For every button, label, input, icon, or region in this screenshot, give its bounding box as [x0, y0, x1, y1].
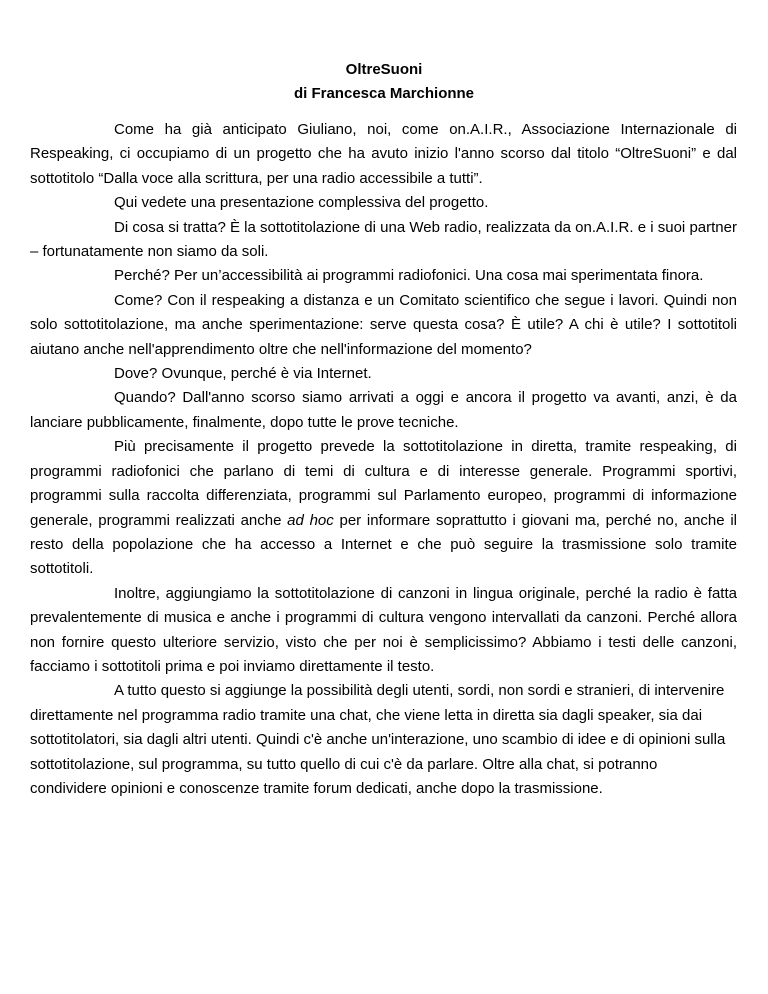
paragraph: Qui vedete una presentazione complessiva del progetto. [114, 194, 489, 212]
paragraph: Dove? Ovunque, perché è via Internet. [114, 365, 372, 383]
paragraph: Inoltre, aggiungiamo la sottotitolazione di canzoni in lingua originale, perché la radio è fatta prevalentemente di musica e anche i programmi di cultura vengono intervallati da canzoni. Perché allora non fornire questo ulteriore servizio, visto che per noi è semplicissimo? Abbiamo i testi delle canzoni, facciamo i sottotitoli prima e poi inviamo direttamente il testo. [30, 584, 737, 675]
paragraph-text: Più precisamente il progetto prevede la sottotitolazione in diretta, tramite respeaking, di programmi radiofonici che parlano di temi di cultura e di interesse generale. Programmi sportivi, programmi sulla raccolta differenziata, programmi sul Parlamento europeo, programmi di informazione generale, programmi realizzati anche [30, 438, 737, 529]
document-title: OltreSuoni [345, 61, 423, 78]
document-body [30, 118, 737, 801]
paragraph: Come? Con il respeaking a distanza e un Comitato scientifico che segue i lavori. Quindi non solo sottotitolazione, ma anche sperimentazione: serve questa cosa? È utile? A chi è utile? I sottotitoli aiutano anche nell'apprendimento oltre che nell'informazione del momento? [30, 291, 737, 358]
paragraph: Quando? Dall'anno scorso siamo arrivati a oggi e ancora il progetto va avanti, anzi, è da lanciare pubblicamente, finalmente, dopo tutte le prove tecniche. [30, 389, 737, 431]
paragraph: Perché? Per un’accessibilità ai programmi radiofonici. Una cosa mai sperimentata finora. [114, 267, 704, 285]
paragraph: Come ha già anticipato Giuliano, noi, come on.A.I.R., Associazione Internazionale di Respeaking, ci occupiamo di un progetto che ha avuto inizio l'anno scorso dal titolo “OltreSuoni” e dal sottotitolo “Dalla voce alla scrittura, per una radio accessibile a tutti”. [30, 121, 737, 187]
paragraph-text: per informare soprattutto i giovani ma, perché no, anche il resto della popolazione che ha accesso a Internet e che può seguire la trasmissione solo tramite sottotitoli. [30, 511, 737, 578]
paragraph: A tutto questo si aggiunge la possibilità degli utenti, sordi, non sordi e stranieri, di intervenire direttamente nel programma radio tramite una chat, che viene letta in diretta sia dagli speaker, sia dai sottotitolatori, sia dagli altri utenti. Quindi c'è anche un'interazione, uno scambio di idee e di opinioni sulla sottotitolazione, sul programma, su tutto quello di cui c'è da parlare. Oltre alla chat, si potranno condividere opinioni e conoscenze tramite forum dedicati, anche dopo la trasmissione. [30, 682, 726, 797]
document-author: di Francesca Marchionne [293, 85, 475, 102]
italic-text: ad hoc [287, 511, 334, 529]
paragraph [30, 435, 737, 581]
paragraph: Di cosa si tratta? È la sottotitolazione di una Web radio, realizzata da on.A.I.R. e i suoi partner – fortunatamente non siamo da soli. [30, 218, 737, 261]
